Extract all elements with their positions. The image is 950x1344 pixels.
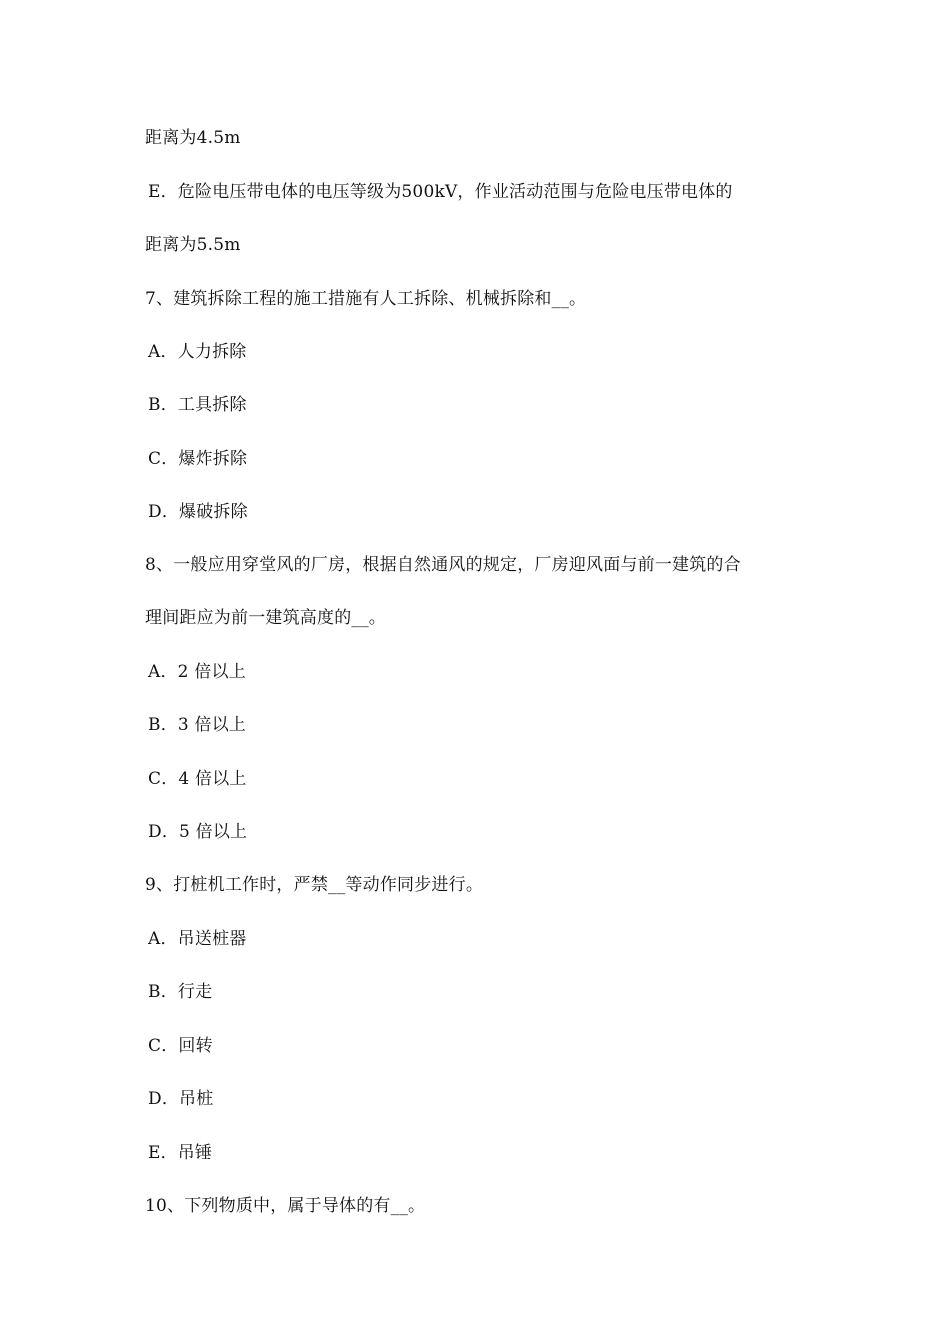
question-9-option-b: B．行走 xyxy=(148,982,213,1002)
question-8-option-b: B．3 倍以上 xyxy=(148,715,247,735)
question-9-option-a: A．吊送桩器 xyxy=(148,929,247,949)
question-9-option-d: D．吊桩 xyxy=(148,1089,214,1109)
question-8-line-1: 8、一般应用穿堂风的厂房，根据自然通风的规定，厂房迎风面与前一建筑的合 xyxy=(145,555,741,575)
question-7-option-d: D．爆破拆除 xyxy=(148,502,248,522)
question-9: 9、打桩机工作时，严禁__等动作同步进行。 xyxy=(145,875,484,895)
question-9-option-c: C．回转 xyxy=(148,1036,213,1056)
question-8-option-d: D．5 倍以上 xyxy=(148,822,248,842)
question-8-line-2: 理间距应为前一建筑高度的__。 xyxy=(145,608,386,628)
question-8-option-c: C．4 倍以上 xyxy=(148,769,247,789)
text-line-distance-5-5m: 距离为5.5m xyxy=(145,235,241,255)
question-8-option-a: A．2 倍以上 xyxy=(148,662,246,682)
question-10: 10、下列物质中，属于导体的有__。 xyxy=(145,1196,426,1216)
question-9-option-e: E．吊锤 xyxy=(148,1143,213,1163)
option-e-500kv: E．危险电压带电体的电压等级为500kV，作业活动范围与危险电压带电体的 xyxy=(148,182,733,202)
question-7: 7、建筑拆除工程的施工措施有人工拆除、机械拆除和__。 xyxy=(145,289,587,309)
question-7-option-a: A．人力拆除 xyxy=(148,342,247,362)
question-7-option-c: C．爆炸拆除 xyxy=(148,449,248,469)
text-line-distance-4-5m: 距离为4.5m xyxy=(145,128,241,148)
question-7-option-b: B．工具拆除 xyxy=(148,395,247,415)
